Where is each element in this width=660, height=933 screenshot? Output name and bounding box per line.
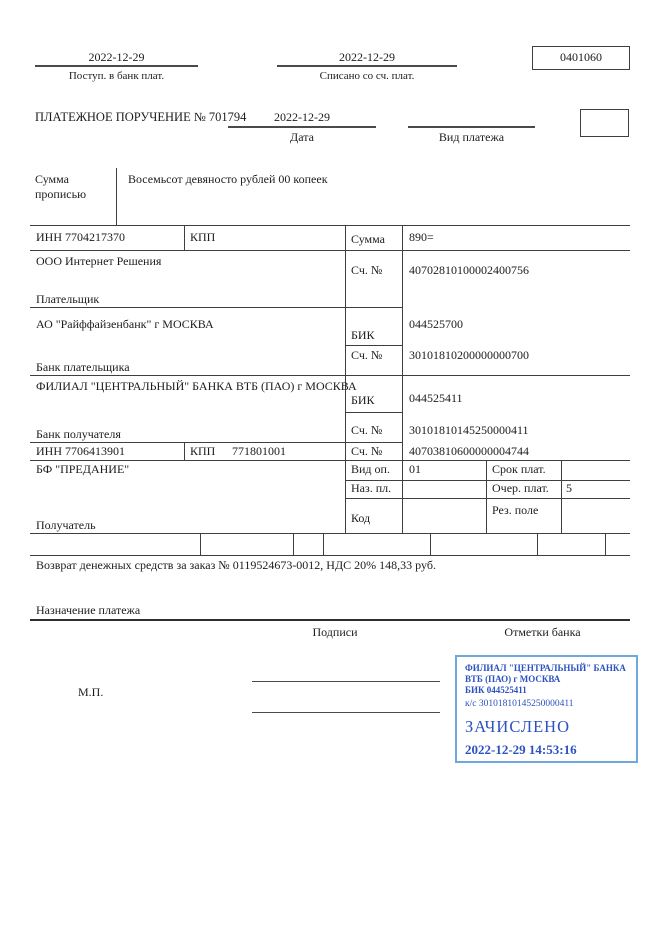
divider xyxy=(30,533,630,534)
payer-bank-account-label: Сч. № xyxy=(351,348,383,362)
payer-inn: ИНН 7704217370 xyxy=(36,230,125,244)
stamp-datetime: 2022-12-29 14:53:16 xyxy=(465,742,577,757)
sum-value: 890= xyxy=(409,230,434,244)
divider xyxy=(30,555,630,556)
amount-in-words-label: Сумма прописью xyxy=(35,172,87,201)
divider xyxy=(228,126,376,128)
divider xyxy=(486,460,487,533)
payment-purpose-label: Назначение платежа xyxy=(36,603,141,617)
divider xyxy=(293,533,294,555)
debited-from-account-label: Списано со сч. плат. xyxy=(319,70,415,82)
payee-bank-section-label: Банк получателя xyxy=(36,427,121,441)
stamp-bank-name-line2: ВТБ (ПАО) г МОСКВА xyxy=(465,674,561,684)
stamp-status: ЗАЧИСЛЕНО xyxy=(465,717,571,736)
debited-from-account-date: 2022-12-29 xyxy=(339,50,395,64)
payee-bank-corr-account: 30101810145250000411 xyxy=(409,423,529,437)
payee-name: БФ "ПРЕДАНИЕ" xyxy=(36,462,130,476)
srok-plat-label: Срок плат. xyxy=(492,462,546,476)
stamp-corr-account: к/с 30101810145250000411 xyxy=(465,699,574,709)
payment-type-label: Вид платежа xyxy=(438,130,505,144)
divider xyxy=(430,533,431,555)
payer-section-label: Плательщик xyxy=(36,292,100,306)
amount-in-words-value: Восемьсот девяносто рублей 00 копеек xyxy=(128,172,328,186)
payer-bank-name: АО "Райффайзенбанк" г МОСКВА xyxy=(36,317,214,331)
document-title: ПЛАТЕЖНОЕ ПОРУЧЕНИЕ № 701794 xyxy=(35,110,247,124)
divider xyxy=(184,442,185,460)
vid-op-value: 01 xyxy=(409,462,421,476)
payer-account-label: Сч. № xyxy=(351,263,383,277)
divider xyxy=(184,225,185,250)
divider xyxy=(537,533,538,555)
payee-kpp-label: КПП xyxy=(190,444,216,458)
bank-stamp xyxy=(455,655,638,763)
payer-bank-bik: 044525700 xyxy=(409,317,463,331)
divider xyxy=(200,533,201,555)
payment-type-box xyxy=(580,109,629,137)
form-code-box xyxy=(532,46,630,70)
payee-account: 40703810600000004744 xyxy=(409,444,529,458)
ocher-plat-label: Очер. плат. xyxy=(492,481,549,495)
signature-line-2 xyxy=(252,712,440,713)
payer-name: ООО Интернет Решения xyxy=(36,254,162,268)
received-in-bank-label: Поступ. в банк плат. xyxy=(68,70,165,82)
divider xyxy=(323,533,324,555)
signature-line-1 xyxy=(252,681,440,682)
payee-account-label: Сч. № xyxy=(351,444,383,458)
date-label: Дата xyxy=(290,130,314,144)
divider xyxy=(561,460,562,533)
divider xyxy=(30,375,630,376)
payee-kpp: 771801001 xyxy=(232,444,286,458)
sum-label: Сумма xyxy=(351,232,385,246)
divider xyxy=(408,126,535,128)
divider xyxy=(30,460,630,461)
payee-bank-account-label: Сч. № xyxy=(351,423,383,437)
divider xyxy=(402,225,403,533)
payer-bank-bik-label: БИК xyxy=(351,328,375,342)
received-in-bank-date: 2022-12-29 xyxy=(88,50,145,64)
divider xyxy=(35,65,198,67)
payee-bank-bik: 044525411 xyxy=(409,391,463,405)
payee-section-label: Получатель xyxy=(36,518,96,532)
divider xyxy=(345,412,402,413)
payee-bank-bik-label: БИК xyxy=(351,393,375,407)
payer-bank-section-label: Банк плательщика xyxy=(36,360,130,374)
divider xyxy=(116,168,117,225)
payer-kpp-label: КПП xyxy=(190,230,216,244)
kod-label: Код xyxy=(351,511,371,525)
stamp-bank-name-line1: ФИЛИАЛ "ЦЕНТРАЛЬНЫЙ" БАНКА xyxy=(465,663,626,673)
divider xyxy=(30,307,402,308)
payee-inn: ИНН 7706413901 xyxy=(36,444,125,458)
naz-pl-label: Наз. пл. xyxy=(351,481,392,495)
ocher-plat-value: 5 xyxy=(566,481,572,495)
document-date: 2022-12-29 xyxy=(274,110,330,124)
payer-bank-corr-account: 30101810200000000700 xyxy=(409,348,529,362)
stamp-place-label: М.П. xyxy=(78,685,104,699)
form-code: 0401060 xyxy=(560,50,602,64)
divider xyxy=(30,619,630,621)
signatures-label: Подписи xyxy=(312,625,358,639)
divider xyxy=(30,250,630,251)
bank-marks-label: Отметки банка xyxy=(504,625,581,639)
divider xyxy=(30,225,630,226)
divider xyxy=(30,442,402,443)
stamp-bik: БИК 044525411 xyxy=(465,685,527,695)
payment-purpose-text: Возврат денежных средств за заказ № 0119524673-0012, НДС 20% 148,33 руб. xyxy=(36,558,436,572)
divider xyxy=(277,65,457,67)
divider xyxy=(345,498,630,499)
divider xyxy=(345,345,402,346)
rez-pole-label: Рез. поле xyxy=(492,503,539,517)
vid-op-label: Вид оп. xyxy=(351,462,390,476)
payee-bank-name: ФИЛИАЛ "ЦЕНТРАЛЬНЫЙ" БАНКА ВТБ (ПАО) г МОСКВА xyxy=(36,379,357,393)
payer-account: 40702810100002400756 xyxy=(409,263,529,277)
divider xyxy=(605,533,606,555)
